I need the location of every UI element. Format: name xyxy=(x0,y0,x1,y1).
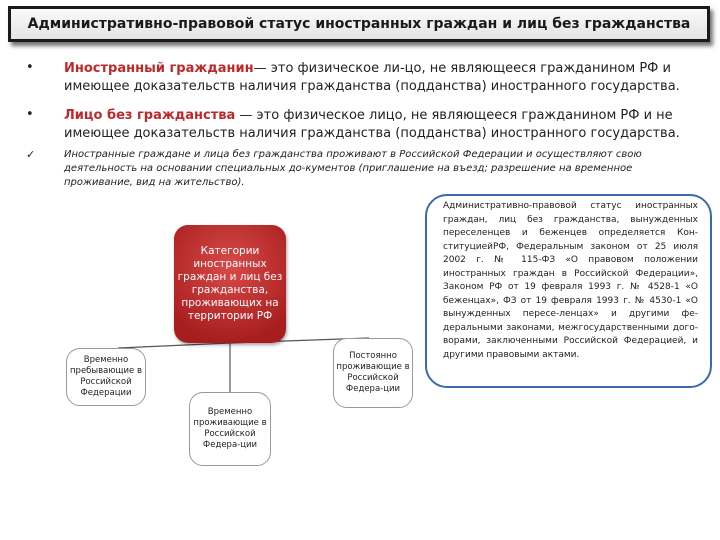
documents-note-text: Иностранные граждане и лица без гражданства проживают в Российской Федерации и осуществляют свою деятельность на основании специальных до-кументов (приглашение на въезд; разрешение на временное проживание, вид на жительство). xyxy=(64,149,642,188)
category-temporarily-staying xyxy=(66,348,146,406)
definition-text: — это физическое ли-цо, не являющееся гражданином РФ и имеющее доказательств наличия гражданства (подданства) иностранного государства. xyxy=(64,61,680,94)
center-category-node xyxy=(174,225,286,343)
term-stateless-person: Лицо без гражданства xyxy=(64,108,236,123)
category-temporarily-residing xyxy=(189,392,271,466)
checkmark-icon: ✓ xyxy=(26,148,36,161)
slide-title-text: Административно-правовой статус иностранных граждан и лиц без гражданства xyxy=(27,16,691,32)
category-label: Временно проживающие в Российской Федера-ции xyxy=(193,407,267,450)
category-permanently-residing xyxy=(333,338,413,408)
legal-basis-text: Административно-правовой статус иностранных граждан, лиц без гражданства, вынужденных переселенцев и беженцев определяется Кон-ституциейРФ, Федеральным законом от 25 июля 2002 г. № 115-ФЗ «О правовом положении иностранных граждан в Российской Федерации», Законом РФ от 19 февраля 1993 г. № 4528-1 «О беженцах», ФЗ от 19 февраля 1993 г. № 4530-1 «О вынужденных пересе-ленцах» и другими фе-деральными законами, межгосударственными дого-ворами, заключенными Российской Федерацией, и другими правовыми актами. xyxy=(443,201,698,360)
category-label: Постоянно проживающие в Российской Федера-ции xyxy=(336,351,410,394)
connector-line xyxy=(118,343,230,348)
center-category-label: Категории иностранных граждан и лиц без гражданства, проживающих на территории РФ xyxy=(177,245,283,322)
bullet-marker: • xyxy=(26,60,34,75)
category-label: Временно пребывающие в Российской Федерации xyxy=(70,355,142,398)
definition-text: — это физическое лицо, не являющееся гражданином РФ и не имеющее доказательств наличия гражданства (подданства) иностранного государства. xyxy=(64,108,680,141)
term-foreign-citizen: Иностранный гражданин xyxy=(64,61,254,76)
bullet-marker: • xyxy=(26,107,34,122)
